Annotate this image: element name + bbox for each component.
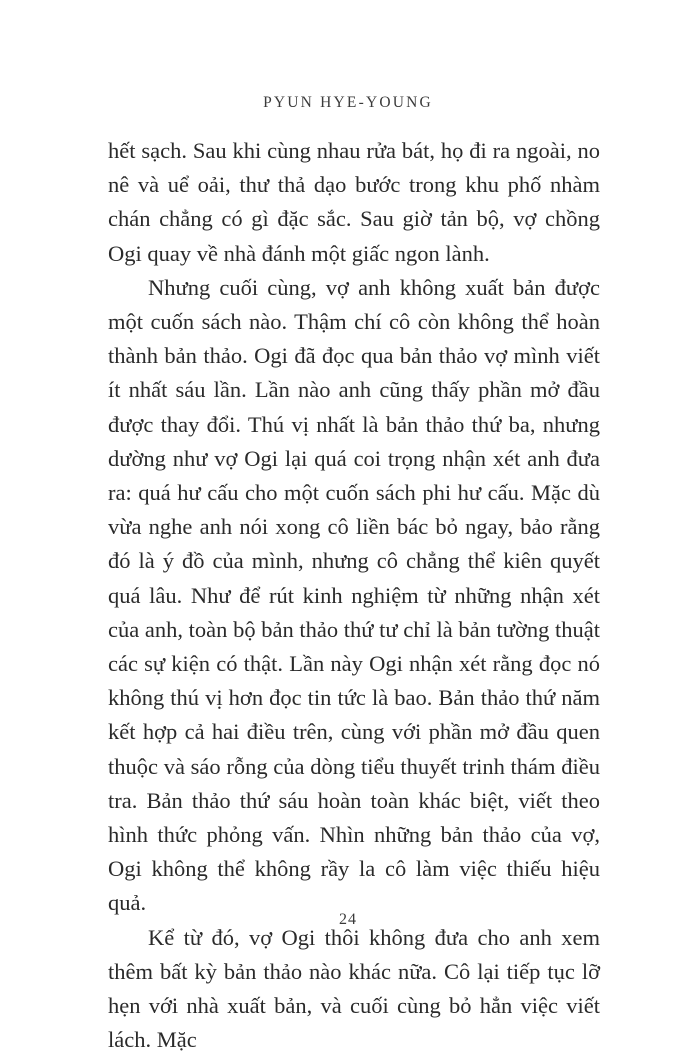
paragraph: Kể từ đó, vợ Ogi thôi không đưa cho anh xem thêm bất kỳ bản thảo nào khác nữa. Cô lại tiếp tục lỡ hẹn với nhà xuất bản, và cuối cùng bỏ hẳn việc viết lách. Mặc [108,924,600,1053]
running-header-author: PYUN HYE-YOUNG [263,94,433,111]
page-number: 24 [339,911,357,928]
paragraph-continued: hết sạch. Sau khi cùng nhau rửa bát, họ đi ra ngoài, no nê và uể oải, thư thả dạo bước trong khu phố nhàm chán chẳng có gì đặc sắc. Sau giờ tản bộ, vợ chồng Ogi quay về nhà đánh một giấc ngon lành. [108,138,600,266]
paragraph: Nhưng cuối cùng, vợ anh không xuất bản được một cuốn sách nào. Thậm chí cô còn không thể hoàn thành bản thảo. Ogi đã đọc qua bản thảo vợ mình viết ít nhất sáu lần. Lần nào anh cũng thấy phần mở đầu được thay đổi. Thú vị nhất là bản thảo thứ ba, nhưng dường như vợ Ogi lại quá coi trọng nhận xét anh đưa ra: quá hư cấu cho một cuốn sách phi hư cấu. Mặc dù vừa nghe anh nói xong cô liền bác bỏ ngay, bảo rằng đó là ý đồ của mình, nhưng cô chẳng thể kiên quyết quá lâu. Như để rút kinh nghiệm từ những nhận xét của anh, toàn bộ bản thảo thứ tư chỉ là bản tường thuật các sự kiện có thật. Lần này Ogi nhận xét rằng đọc nó không thú vị hơn đọc tin tức là bao. Bản thảo thứ năm kết hợp cả hai điều trên, cùng với phần mở đầu quen thuộc và sáo rỗng của dòng tiểu thuyết trinh thám điều tra. Bản thảo thứ sáu hoàn toàn khác biệt, viết theo hình thức phỏng vấn. Nhìn những bản thảo của vợ, Ogi không thể không rầy la cô làm việc thiếu hiệu quả. [108,274,600,916]
